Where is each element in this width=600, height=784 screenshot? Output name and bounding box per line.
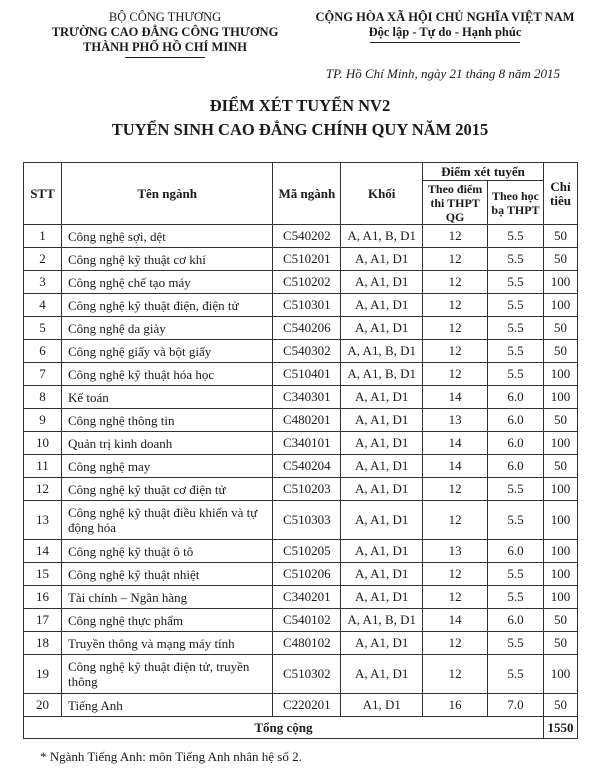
stt-cell: 3	[24, 271, 62, 294]
quota-cell: 100	[543, 386, 577, 409]
table-row	[24, 609, 578, 632]
quota-cell: 100	[543, 501, 577, 540]
quota-cell: 100	[543, 432, 577, 455]
stt-cell: 8	[24, 386, 62, 409]
major-code-cell: C510202	[273, 271, 341, 294]
exam-score-cell: 14	[423, 609, 488, 632]
exam-score-cell: 13	[423, 540, 488, 563]
stt-cell: 17	[24, 609, 62, 632]
table-row	[24, 340, 578, 363]
header-name: Tên ngành	[61, 163, 272, 225]
record-score-cell: 5.5	[488, 563, 544, 586]
major-name-cell: Công nghệ kỹ thuật cơ điện tử	[61, 478, 272, 501]
school-name-line1: TRƯỜNG CAO ĐẲNG CÔNG THƯƠNG	[51, 25, 279, 39]
table-row	[24, 563, 578, 586]
major-name-cell: Công nghệ kỹ thuật điện tử, truyền thông	[61, 655, 272, 694]
document-title: ĐIỂM XÉT TUYỂN NV2	[209, 96, 391, 115]
block-cell: A, A1, D1	[341, 655, 423, 694]
exam-score-cell: 12	[423, 363, 488, 386]
block-cell: A, A1, D1	[341, 432, 423, 455]
quota-cell: 100	[543, 363, 577, 386]
record-score-cell: 5.5	[488, 501, 544, 540]
stt-cell: 5	[24, 317, 62, 340]
exam-score-cell: 12	[423, 632, 488, 655]
major-name-cell: Công nghệ chế tạo máy	[61, 271, 272, 294]
major-code-cell: C540102	[273, 609, 341, 632]
exam-score-cell: 12	[423, 317, 488, 340]
stt-cell: 13	[24, 501, 62, 540]
exam-score-cell: 14	[423, 455, 488, 478]
exam-score-cell: 12	[423, 478, 488, 501]
quota-cell: 100	[543, 294, 577, 317]
record-score-cell: 5.5	[488, 248, 544, 271]
block-cell: A1, D1	[341, 694, 423, 717]
table-row	[24, 294, 578, 317]
header-block: Khối	[341, 163, 423, 225]
header-code: Mã ngành	[273, 163, 341, 225]
stt-cell: 1	[24, 225, 62, 248]
exam-score-cell: 12	[423, 655, 488, 694]
header-score-exam: Theo điểm thi THPT QG	[423, 181, 488, 225]
record-score-cell: 5.5	[488, 363, 544, 386]
quota-cell: 100	[543, 586, 577, 609]
major-name-cell: Tiếng Anh	[61, 694, 272, 717]
quota-cell: 50	[543, 409, 577, 432]
block-cell: A, A1, B, D1	[341, 340, 423, 363]
block-cell: A, A1, D1	[341, 632, 423, 655]
record-score-cell: 6.0	[488, 540, 544, 563]
block-cell: A, A1, D1	[341, 248, 423, 271]
quota-cell: 50	[543, 248, 577, 271]
total-label: Tổng cộng	[24, 717, 544, 739]
record-score-cell: 5.5	[488, 340, 544, 363]
stt-cell: 12	[24, 478, 62, 501]
record-score-cell: 5.5	[488, 225, 544, 248]
country-name: CỘNG HÒA XÃ HỘI CHỦ NGHĨA VIỆT NAM	[315, 10, 575, 24]
table-row	[24, 540, 578, 563]
stt-cell: 9	[24, 409, 62, 432]
table-row	[24, 455, 578, 478]
major-code-cell: C480201	[273, 409, 341, 432]
major-code-cell: C510206	[273, 563, 341, 586]
table-row	[24, 501, 578, 540]
major-name-cell: Kế toán	[61, 386, 272, 409]
table-row	[24, 694, 578, 717]
stt-cell: 4	[24, 294, 62, 317]
block-cell: A, A1, B, D1	[341, 225, 423, 248]
total-value: 1550	[543, 717, 577, 739]
header-divider	[125, 57, 205, 58]
block-cell: A, A1, D1	[341, 294, 423, 317]
major-name-cell: Công nghệ kỹ thuật ô tô	[61, 540, 272, 563]
major-code-cell: C340201	[273, 586, 341, 609]
major-code-cell: C540204	[273, 455, 341, 478]
stt-cell: 18	[24, 632, 62, 655]
block-cell: A, A1, D1	[341, 455, 423, 478]
major-name-cell: Công nghệ thông tin	[61, 409, 272, 432]
record-score-cell: 5.5	[488, 317, 544, 340]
major-code-cell: C340301	[273, 386, 341, 409]
table-row	[24, 586, 578, 609]
table-row	[24, 386, 578, 409]
major-code-cell: C510205	[273, 540, 341, 563]
major-code-cell: C220201	[273, 694, 341, 717]
quota-cell: 50	[543, 317, 577, 340]
school-name-line2: THÀNH PHỐ HỒ CHÍ MINH	[83, 40, 247, 54]
exam-score-cell: 12	[423, 294, 488, 317]
major-name-cell: Công nghệ giấy và bột giấy	[61, 340, 272, 363]
quota-cell: 50	[543, 694, 577, 717]
stt-cell: 7	[24, 363, 62, 386]
major-name-cell: Công nghệ da giày	[61, 317, 272, 340]
quota-cell: 100	[543, 563, 577, 586]
record-score-cell: 5.5	[488, 586, 544, 609]
block-cell: A, A1, D1	[341, 409, 423, 432]
quota-cell: 100	[543, 478, 577, 501]
exam-score-cell: 14	[423, 432, 488, 455]
stt-cell: 15	[24, 563, 62, 586]
block-cell: A, A1, D1	[341, 317, 423, 340]
major-name-cell: Quản trị kinh doanh	[61, 432, 272, 455]
header-quota: Chỉ tiêu	[543, 163, 577, 225]
motto-divider	[370, 42, 520, 43]
table-row	[24, 632, 578, 655]
major-name-cell: Công nghệ kỹ thuật điện, điện tử	[61, 294, 272, 317]
stt-cell: 2	[24, 248, 62, 271]
exam-score-cell: 12	[423, 248, 488, 271]
quota-cell: 50	[543, 455, 577, 478]
block-cell: A, A1, D1	[341, 501, 423, 540]
record-score-cell: 5.5	[488, 655, 544, 694]
block-cell: A, A1, D1	[341, 478, 423, 501]
quota-cell: 50	[543, 225, 577, 248]
stt-cell: 14	[24, 540, 62, 563]
block-cell: A, A1, B, D1	[341, 609, 423, 632]
national-header	[300, 10, 590, 43]
major-code-cell: C510302	[273, 655, 341, 694]
major-code-cell: C510301	[273, 294, 341, 317]
table-body	[24, 225, 578, 717]
quota-cell: 100	[543, 540, 577, 563]
major-code-cell: C480102	[273, 632, 341, 655]
exam-score-cell: 14	[423, 386, 488, 409]
quota-cell: 100	[543, 655, 577, 694]
table-row	[24, 409, 578, 432]
exam-score-cell: 12	[423, 501, 488, 540]
record-score-cell: 6.0	[488, 409, 544, 432]
block-cell: A, A1, D1	[341, 563, 423, 586]
stt-cell: 16	[24, 586, 62, 609]
stt-cell: 6	[24, 340, 62, 363]
record-score-cell: 6.0	[488, 386, 544, 409]
record-score-cell: 5.5	[488, 632, 544, 655]
major-name-cell: Công nghệ kỹ thuật cơ khí	[61, 248, 272, 271]
major-code-cell: C510401	[273, 363, 341, 386]
major-name-cell: Công nghệ kỹ thuật hóa học	[61, 363, 272, 386]
total-row	[24, 717, 578, 739]
record-score-cell: 6.0	[488, 609, 544, 632]
major-code-cell: C540202	[273, 225, 341, 248]
header-stt: STT	[24, 163, 62, 225]
table-row	[24, 225, 578, 248]
major-code-cell: C510203	[273, 478, 341, 501]
record-score-cell: 5.5	[488, 294, 544, 317]
major-name-cell: Tài chính – Ngân hàng	[61, 586, 272, 609]
ministry-name: BỘ CÔNG THƯƠNG	[108, 10, 222, 24]
school-header	[40, 10, 290, 58]
exam-score-cell: 13	[423, 409, 488, 432]
footnote: * Ngành Tiếng Anh: môn Tiếng Anh nhân hệ số 2.	[40, 749, 302, 764]
table-row	[24, 271, 578, 294]
record-score-cell: 5.5	[488, 271, 544, 294]
table-row	[24, 317, 578, 340]
block-cell: A, A1, D1	[341, 271, 423, 294]
major-name-cell: Công nghệ kỹ thuật nhiệt	[61, 563, 272, 586]
document-subtitle: TUYỂN SINH CAO ĐẲNG CHÍNH QUY NĂM 2015	[111, 120, 489, 139]
major-name-cell: Công nghệ may	[61, 455, 272, 478]
block-cell: A, A1, D1	[341, 386, 423, 409]
stt-cell: 19	[24, 655, 62, 694]
stt-cell: 10	[24, 432, 62, 455]
major-name-cell: Công nghệ thực phẩm	[61, 609, 272, 632]
major-name-cell: Truyền thông và mạng máy tính	[61, 632, 272, 655]
quota-cell: 50	[543, 340, 577, 363]
table-row	[24, 655, 578, 694]
block-cell: A, A1, D1	[341, 540, 423, 563]
major-code-cell: C540302	[273, 340, 341, 363]
major-name-cell: Công nghệ kỹ thuật điều khiển và tự động hóa	[61, 501, 272, 540]
header-score-record: Theo học bạ THPT	[488, 181, 544, 225]
header-score-group: Điểm xét tuyển	[423, 163, 544, 181]
record-score-cell: 6.0	[488, 455, 544, 478]
exam-score-cell: 16	[423, 694, 488, 717]
block-cell: A, A1, D1	[341, 586, 423, 609]
quota-cell: 50	[543, 632, 577, 655]
table-row	[24, 363, 578, 386]
stt-cell: 20	[24, 694, 62, 717]
admission-table	[23, 162, 578, 739]
exam-score-cell: 12	[423, 225, 488, 248]
record-score-cell: 6.0	[488, 432, 544, 455]
quota-cell: 100	[543, 271, 577, 294]
exam-score-cell: 12	[423, 563, 488, 586]
table-row	[24, 248, 578, 271]
major-code-cell: C340101	[273, 432, 341, 455]
record-score-cell: 5.5	[488, 478, 544, 501]
national-motto: Độc lập - Tự do - Hạnh phúc	[368, 25, 522, 39]
table-row	[24, 432, 578, 455]
exam-score-cell: 12	[423, 340, 488, 363]
record-score-cell: 7.0	[488, 694, 544, 717]
exam-score-cell: 12	[423, 271, 488, 294]
table-row	[24, 478, 578, 501]
block-cell: A, A1, B, D1	[341, 363, 423, 386]
major-code-cell: C510303	[273, 501, 341, 540]
major-code-cell: C540206	[273, 317, 341, 340]
exam-score-cell: 12	[423, 586, 488, 609]
major-code-cell: C510201	[273, 248, 341, 271]
stt-cell: 11	[24, 455, 62, 478]
major-name-cell: Công nghệ sợi, dệt	[61, 225, 272, 248]
document-date: TP. Hồ Chí Minh, ngày 21 tháng 8 năm 2015	[325, 66, 560, 81]
quota-cell: 50	[543, 609, 577, 632]
